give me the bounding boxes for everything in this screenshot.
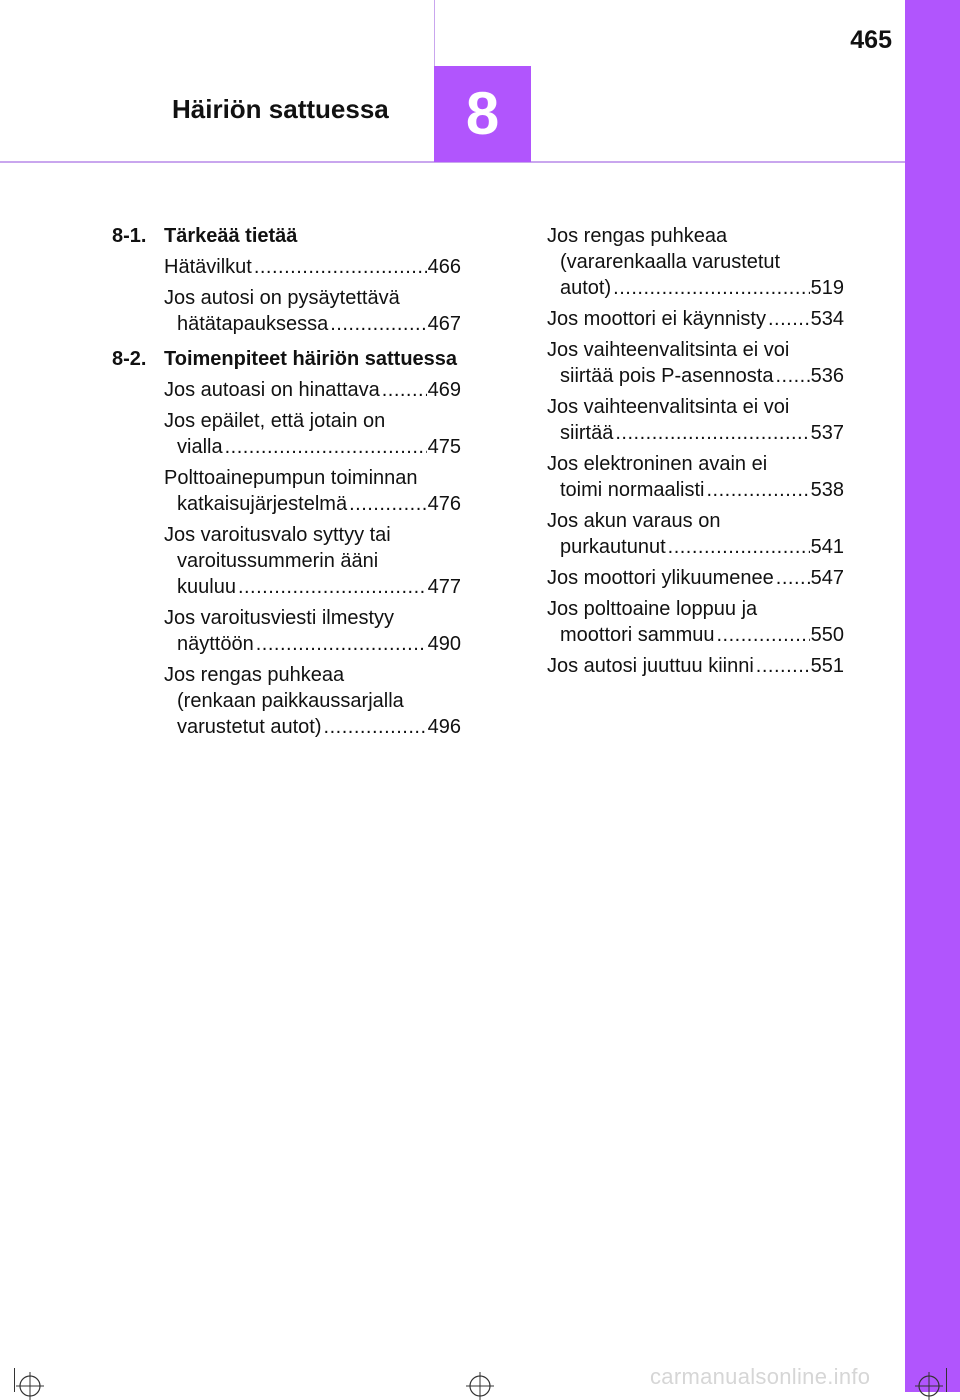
section-number: 8-1. [112, 225, 147, 247]
toc-entry-page: 536 [810, 365, 844, 387]
toc-entry-page: 550 [810, 624, 844, 646]
toc-entry-title: Jos moottori ei käynnisty [547, 308, 766, 330]
toc-entry[interactable] [547, 394, 844, 446]
toc-entry-page: 551 [810, 655, 844, 677]
toc-entry-page: 466 [427, 256, 461, 278]
toc-entry[interactable] [0, 465, 461, 517]
toc-entry-title: Hätävilkut [164, 256, 252, 278]
toc-entry-page: 469 [427, 379, 461, 401]
toc-entry-title: Jos varoitusvalo syttyy tai varoitussummerin ääni kuuluu [164, 524, 391, 598]
registration-mark-icon [915, 1372, 943, 1400]
toc-entry-title: Jos varoitusviesti ilmestyy näyttöön [164, 607, 395, 655]
toc-entry-page: 534 [810, 308, 844, 330]
toc-entry-title: Jos polttoaine loppuu ja moottori sammuu [547, 598, 758, 646]
toc-entry[interactable] [0, 254, 461, 280]
toc-section-heading [0, 223, 461, 249]
chapter-title: Häiriön sattuessa [172, 94, 389, 124]
section-title: Toimenpiteet häiriön sattuessa [164, 348, 458, 370]
toc-entry-title: Jos moottori ylikuumenee [547, 567, 774, 589]
toc-entry[interactable] [0, 605, 461, 657]
toc-entry-title: Jos autosi on pysäytettävä hätätapauksessa [164, 287, 400, 335]
toc-entry-title: Jos autosi juuttuu kiinni [547, 655, 754, 677]
toc-entry-page: 476 [427, 493, 461, 515]
toc-entry-page: 475 [427, 436, 461, 458]
toc-entry[interactable] [547, 451, 844, 503]
toc-entry-page: 541 [810, 536, 844, 558]
toc-entry[interactable] [0, 285, 461, 337]
toc-entry-page: 538 [810, 479, 844, 501]
chapter-side-tab [905, 0, 960, 1392]
toc-left-column [0, 223, 461, 745]
toc-entry-title: Jos rengas puhkeaa (vararenkaalla varustetut autot) [547, 225, 781, 299]
toc-entry[interactable] [547, 565, 844, 591]
page-number: 465 [850, 26, 892, 54]
crop-mark-line [946, 1368, 947, 1392]
registration-mark-icon [466, 1372, 494, 1400]
header-divider-vertical [434, 0, 435, 66]
toc-entry-page: 519 [810, 277, 844, 299]
toc-entry[interactable] [547, 653, 844, 679]
toc-entry[interactable] [547, 596, 844, 648]
toc-entry[interactable] [547, 306, 844, 332]
watermark: carmanualsonline.info [650, 1364, 871, 1389]
toc-entry-title: Polttoainepumpun toiminnan katkaisujärjestelmä [164, 467, 418, 515]
section-number: 8-2. [112, 348, 147, 370]
registration-mark-icon [16, 1372, 44, 1400]
toc-entry-page: 537 [810, 422, 844, 444]
toc-entry-title: Jos elektroninen avain ei toimi normaalisti [547, 453, 768, 501]
toc-entry-page: 547 [810, 567, 844, 589]
toc-entry[interactable] [0, 662, 461, 740]
toc-entry-page: 496 [427, 716, 461, 738]
toc-entry[interactable] [0, 377, 461, 403]
chapter-number-box: 8 [434, 66, 531, 162]
toc-entry-title: Jos vaihteenvalitsinta ei voi siirtää pois P-asennosta [547, 339, 790, 387]
toc-right-column [547, 223, 844, 684]
toc-entry[interactable] [547, 223, 844, 301]
toc-entry[interactable] [0, 408, 461, 460]
toc-entry-page: 477 [427, 576, 461, 598]
toc-entry-page: 467 [427, 313, 461, 335]
toc-entry[interactable] [547, 508, 844, 560]
toc-entry[interactable] [547, 337, 844, 389]
toc-entry-title: Jos epäilet, että jotain on vialla [164, 410, 386, 458]
toc-entry-title: Jos akun varaus on purkautunut [547, 510, 721, 558]
toc-section-heading [0, 346, 461, 372]
section-title: Tärkeää tietää [164, 225, 298, 247]
toc-entry-title: Jos autoasi on hinattava [164, 379, 380, 401]
toc-entry-title: Jos vaihteenvalitsinta ei voi siirtää [547, 396, 790, 444]
toc-entry-page: 490 [427, 633, 461, 655]
crop-mark-line [14, 1368, 15, 1392]
toc-entry[interactable] [0, 522, 461, 600]
toc-entry-title: Jos rengas puhkeaa (renkaan paikkaussarjalla varustetut autot) [164, 664, 404, 738]
